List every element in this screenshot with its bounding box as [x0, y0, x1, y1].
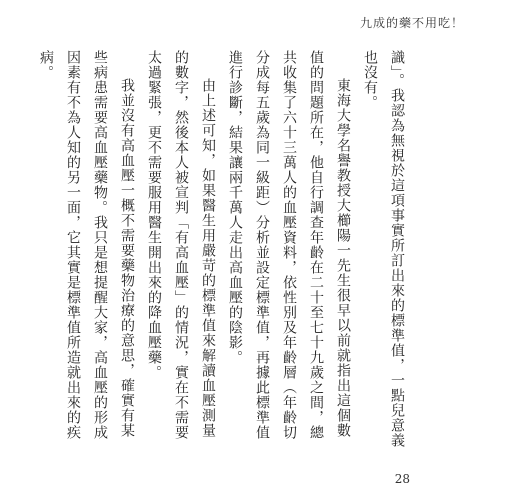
paragraph: 由上述可知，如果醫生用嚴苛的標準值來解讀血壓測量的數字，然後本人被宣判「有高血壓」的情況，實在不需要太過緊張，更不需要服用醫生開出來的降血壓藥。: [146, 50, 216, 440]
page-number: 28: [394, 472, 410, 486]
paragraph: 我並沒有高血壓一概不需要藥物治療的意思，確實有某些病患需要高血壓藥物。我只是想提醒大家，高血壓的形成因素有不為人知的另一面，它其實是標準值所造就出來的疾病。: [38, 50, 135, 440]
running-header: 九成的藥不用吃！: [359, 16, 464, 30]
vertical-body-text: [38, 50, 410, 450]
paragraph: 東海大學名譽教授大櫛陽一先生很早以前就指出這個數值的問題所在，他自行調查年齡在二十至七十九歲之間，總共收集了六十三萬人的血壓資料，依性別及年齡層（年齡切分成每五歲為同一級距）分析並設定標準值，再據此標準值進行診斷，結果讓兩千萬人走出高血壓的陰影。: [227, 50, 351, 440]
paragraph: 識」。我認為無視於這項事實所訂出來的標準值，一點兒意義也沒有。: [362, 50, 405, 448]
